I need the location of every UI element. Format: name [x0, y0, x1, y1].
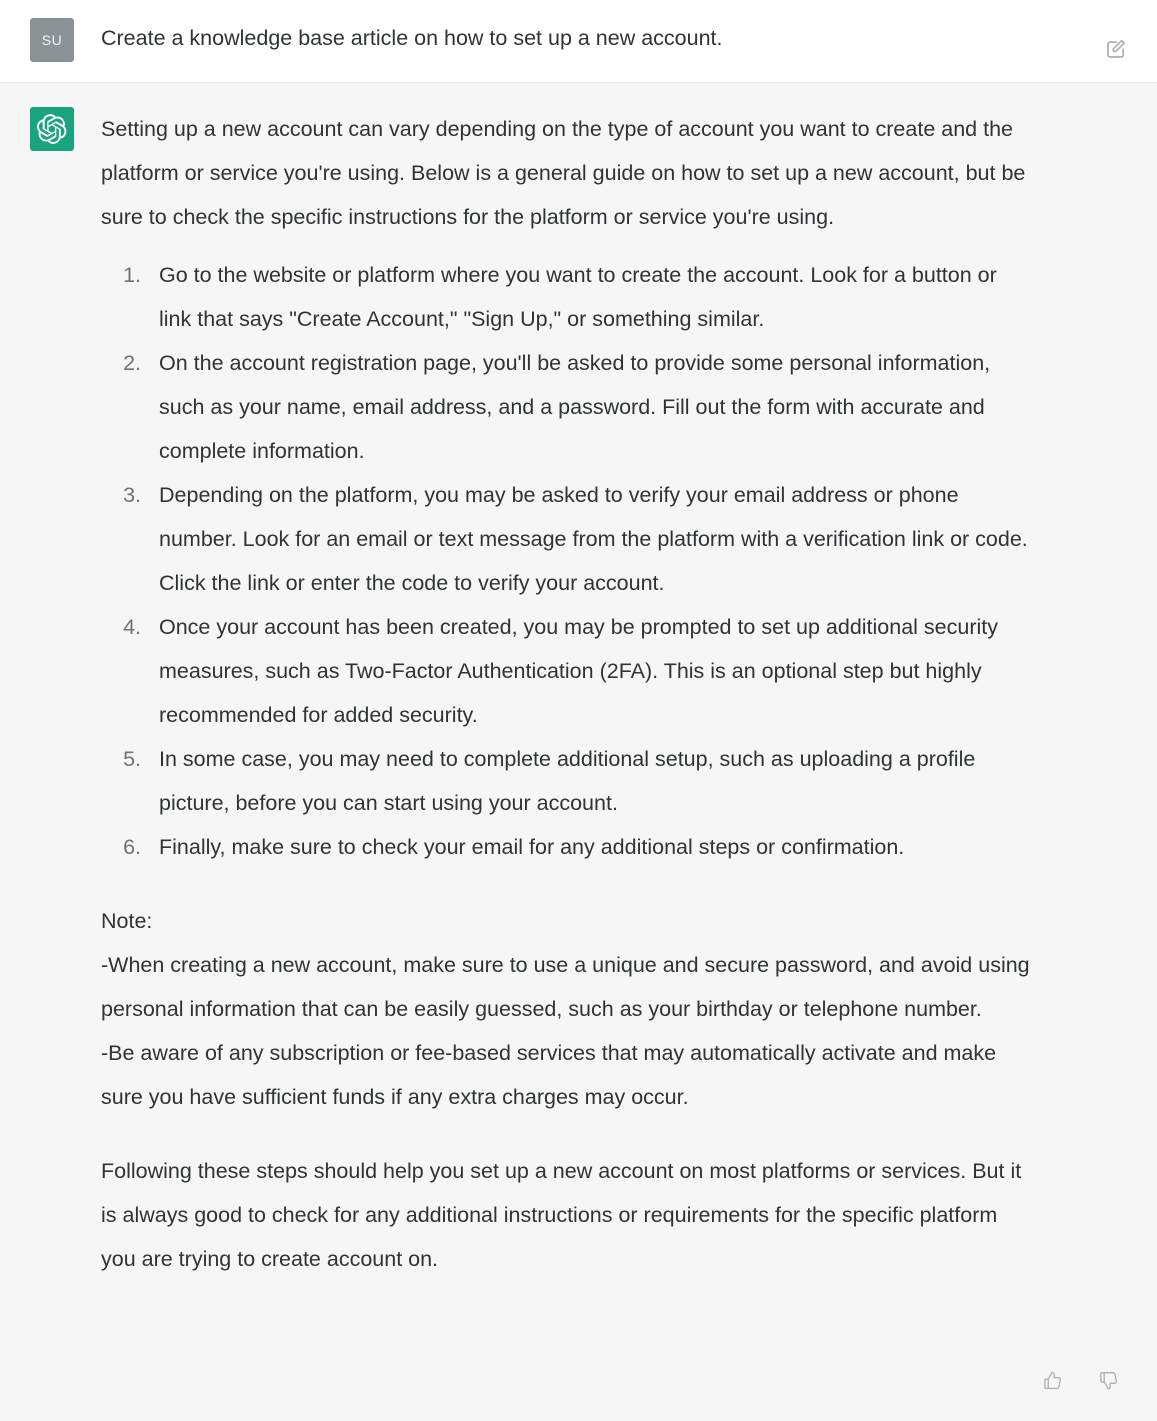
list-item: 5. In some case, you may need to complete additional setup, such as uploading a profile picture, before you can start using your account.	[147, 737, 1031, 825]
note-line: -Be aware of any subscription or fee-based services that may automatically activate and make sure you have sufficient funds if any extra charges may occur.	[101, 1041, 997, 1109]
setup-steps-list	[101, 253, 1031, 869]
note-line: -When creating a new account, make sure to use a unique and secure password, and avoid using personal information that can be easily guessed, such as your birthday or telephone number.	[101, 953, 1030, 1021]
assistant-intro-paragraph: Setting up a new account can vary depending on the type of account you want to create and the platform or service you're using. Below is a general guide on how to set up a new account, but be sure to check the specific instructions for the platform or service you're using.	[101, 117, 1026, 229]
closing-paragraph: Following these steps should help you set up a new account on most platforms or services. But it is always good to check for any additional instructions or requirements for the specific platform you are trying to create account on.	[101, 1159, 1022, 1271]
edit-message-button[interactable]	[1103, 36, 1129, 62]
list-item: 6. Finally, make sure to check your email for any additional steps or confirmation.	[147, 825, 1031, 869]
closing-section	[101, 1149, 1031, 1281]
list-item: 2. On the account registration page, you'll be asked to provide some personal information, such as your name, email address, and a password. Fill out the form with accurate and complete information.	[147, 341, 1031, 473]
thumbs-up-icon	[1041, 1369, 1064, 1392]
user-message-row	[0, 18, 1157, 62]
thumbs-down-button[interactable]	[1095, 1367, 1121, 1393]
assistant-message-turn	[0, 83, 1157, 1421]
note-section	[101, 899, 1031, 1119]
user-message-text: Create a knowledge base article on how to set up a new account.	[101, 26, 723, 50]
user-avatar-initials: SU	[41, 32, 63, 48]
feedback-controls	[1039, 1367, 1121, 1393]
thumbs-down-icon	[1097, 1369, 1120, 1392]
list-item: 3. Depending on the platform, you may be asked to verify your email address or phone number. Look for an email or text message from the platform with a verification link or code. Click the link or enter the code to verify your account.	[147, 473, 1031, 605]
assistant-message-body	[101, 107, 1031, 1281]
assistant-message-row	[0, 107, 1157, 1281]
thumbs-up-button[interactable]	[1039, 1367, 1065, 1393]
user-avatar	[30, 18, 74, 62]
assistant-avatar	[30, 107, 74, 151]
openai-logo-icon	[37, 114, 67, 144]
note-heading: Note:	[101, 909, 153, 933]
user-message-turn	[0, 0, 1157, 83]
list-item: 4. Once your account has been created, you may be prompted to set up additional security measures, such as Two-Factor Authentication (2FA). This is an optional step but highly recommended for added security.	[147, 605, 1031, 737]
edit-square-pencil-icon	[1104, 37, 1128, 61]
list-item: 1. Go to the website or platform where you want to create the account. Look for a button or link that says "Create Account," "Sign Up," or something similar.	[147, 253, 1031, 341]
